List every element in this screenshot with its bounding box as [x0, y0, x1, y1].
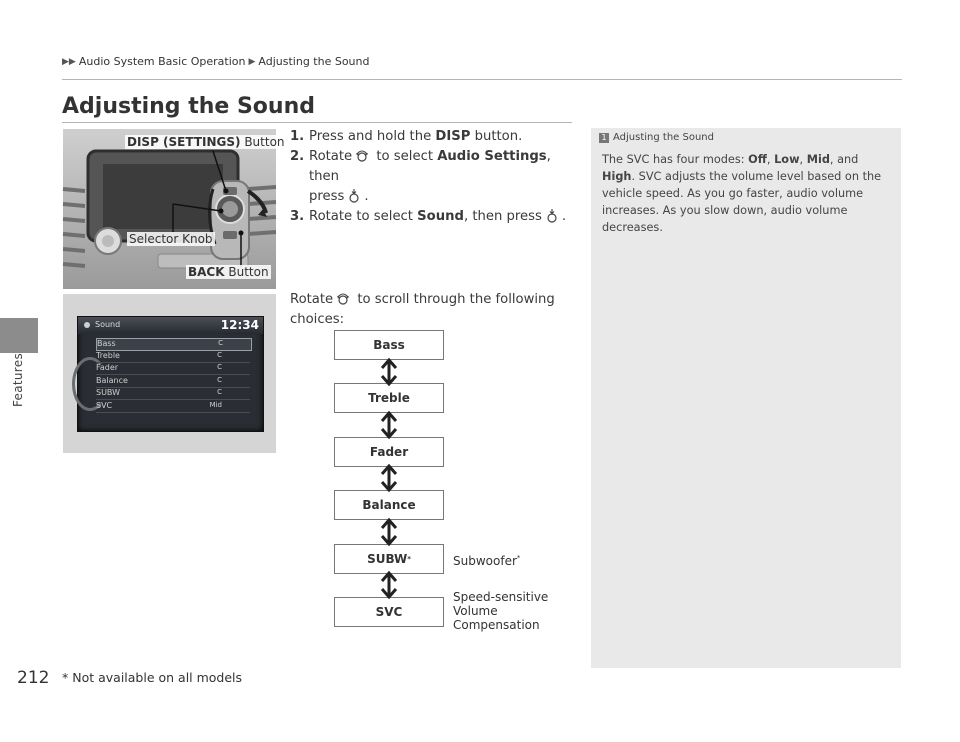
breadcrumb-item[interactable]: Adjusting the Sound	[258, 55, 370, 68]
breadcrumb-arrow-icon: ▶	[248, 56, 256, 67]
step-3: 3. Rotate to select Sound, then press .	[290, 209, 567, 224]
sidebar-note	[591, 128, 901, 668]
note-number-badge: 1	[599, 133, 609, 143]
screen-row-subw[interactable]: SUBW C	[96, 388, 250, 400]
breadcrumb-item[interactable]: Audio System Basic Operation	[78, 55, 246, 68]
selector-knob-callout: Selector Knob	[129, 232, 213, 246]
press-knob-icon	[347, 189, 361, 203]
dashboard-photo	[63, 129, 285, 289]
flow-box-svc: SVC	[334, 597, 444, 627]
screen-title: Sound	[95, 320, 121, 329]
screen-row-balance[interactable]: Balance C	[96, 376, 250, 388]
press-knob-icon	[545, 209, 559, 223]
svc-note: Speed-sensitive Volume Compensation	[453, 590, 549, 632]
note-heading: 1 Adjusting the Sound	[599, 132, 714, 143]
section-tab	[0, 318, 38, 353]
section-label: Features	[11, 353, 25, 407]
screen-clock: 12:34	[220, 318, 259, 332]
flow-box-bass: Bass	[334, 330, 444, 360]
breadcrumb-arrow-icon: ▶▶	[62, 56, 76, 67]
rotate-knob-icon	[336, 292, 350, 306]
step-2: 2. Rotate to select Audio Settings, then press .	[290, 149, 551, 204]
menu-dot-icon	[84, 322, 90, 328]
screen-row-svc[interactable]: SVC Mid	[96, 401, 250, 413]
step-1: 1. Press and hold the DISP button.	[290, 129, 523, 144]
title-rule	[62, 122, 572, 123]
rotate-instruction: Rotate to scroll through the following choices:	[290, 292, 555, 327]
footnote: * Not available on all models	[62, 670, 243, 685]
flow-box-subw: SUBW *	[334, 544, 444, 574]
breadcrumb	[62, 55, 370, 68]
rotate-knob-icon	[355, 149, 369, 163]
disp-button-callout: DISP (SETTINGS) Button	[127, 135, 285, 149]
page-title: Adjusting the Sound	[62, 94, 315, 119]
double-arrow-icon	[379, 359, 399, 385]
double-arrow-icon	[379, 519, 399, 545]
note-body: The SVC has four modes: Off, Low, Mid, and High. SVC adjusts the volume level based on the vehicle speed. As you go faster, audio volume increases. As you slow down, audio volume decreases.	[602, 153, 882, 234]
screen-row-fader[interactable]: Fader C	[96, 363, 250, 375]
steps-list	[290, 127, 580, 227]
back-button-callout: BACK Button	[188, 265, 269, 279]
flow-box-balance: Balance	[334, 490, 444, 520]
screen-row-bass[interactable]: Bass C	[96, 338, 252, 351]
header-rule	[62, 79, 902, 80]
subw-note: Subwoofer*	[453, 554, 521, 568]
flow-box-treble: Treble	[334, 383, 444, 413]
screen-header	[78, 317, 263, 334]
screen-row-treble[interactable]: Treble C	[96, 351, 250, 363]
double-arrow-icon	[379, 412, 399, 438]
sound-screen	[77, 316, 264, 432]
flow-box-fader: Fader	[334, 437, 444, 467]
double-arrow-icon	[379, 465, 399, 491]
double-arrow-icon	[379, 572, 399, 598]
page-number: 212	[17, 668, 50, 688]
